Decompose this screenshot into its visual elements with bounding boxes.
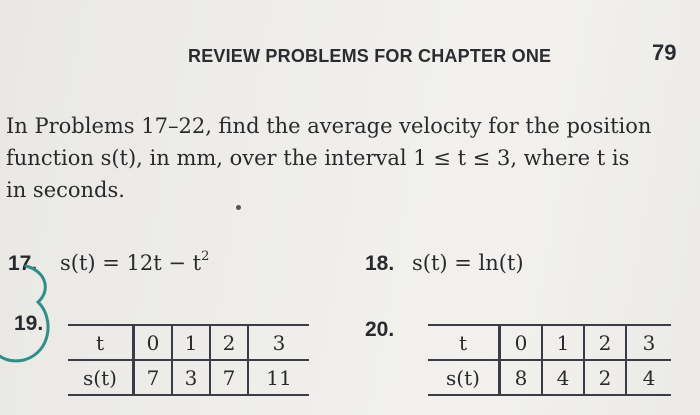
problem-20-cell: 4	[542, 360, 584, 395]
problem-18-number: 18.	[365, 252, 395, 275]
instructions-line-2: function s(t), in mm, over the interval 1 ≤ t ≤ 3, where t is	[6, 146, 630, 170]
problem-19-row1-label: t	[68, 325, 134, 360]
problem-20-cell: 2	[584, 360, 626, 395]
problem-17-expression	[60, 251, 209, 275]
problem-19-cell: 11	[248, 360, 309, 395]
problem-20-cell: 1	[542, 325, 584, 360]
problem-20-cell: 8	[500, 360, 543, 395]
table-row	[68, 325, 309, 360]
problem-18-expression: s(t) = ln(t)	[412, 251, 524, 275]
problem-19-row2-label: s(t)	[68, 360, 134, 395]
problem-19-number: 19.	[14, 312, 44, 335]
page-number: 79	[652, 40, 677, 65]
problem-19-cell: 3	[248, 325, 309, 360]
problem-20-row1-label: t	[428, 325, 500, 360]
problem-19-cell: 3	[172, 360, 210, 395]
problem-19-cell: 0	[134, 325, 173, 360]
pen-dot-mark	[236, 205, 241, 210]
problem-20-number: 20.	[365, 318, 395, 341]
instructions-paragraph	[6, 110, 696, 206]
problem-19-cell: 7	[134, 360, 173, 395]
problem-17-exponent: 2	[201, 249, 210, 264]
problem-20-table	[428, 324, 671, 396]
problem-19-cell: 7	[210, 360, 248, 395]
table-row	[428, 360, 671, 395]
problem-17-number: 17.	[8, 252, 38, 275]
problem-17-expression-text: s(t) = 12t − t	[60, 251, 202, 275]
table-row	[68, 360, 309, 395]
chapter-header: REVIEW PROBLEMS FOR CHAPTER ONE	[188, 46, 552, 66]
problem-20-cell: 4	[626, 360, 671, 395]
problem-19-table	[68, 324, 309, 396]
problem-20-row2-label: s(t)	[428, 360, 500, 395]
problem-20-cell: 2	[584, 325, 626, 360]
instructions-line-3: in seconds.	[6, 178, 125, 202]
instructions-line-1: In Problems 17–22, find the average velocity for the position	[6, 114, 652, 138]
table-row	[428, 325, 671, 360]
problem-20-cell: 3	[626, 325, 671, 360]
problem-19-cell: 1	[172, 325, 210, 360]
problem-19-cell: 2	[210, 325, 248, 360]
problem-20-cell: 0	[500, 325, 543, 360]
